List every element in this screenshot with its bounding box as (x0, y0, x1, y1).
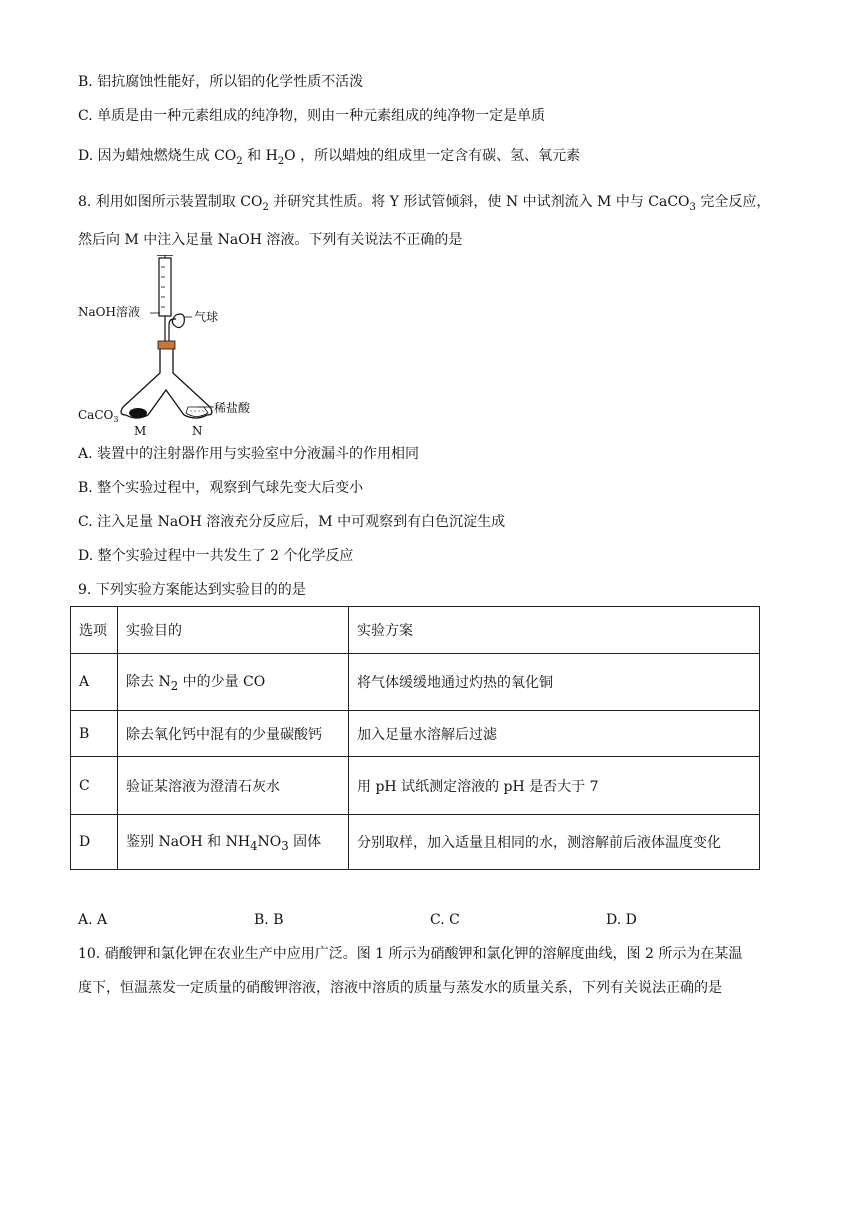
answer-option-b: B. B (254, 912, 284, 928)
row-option: B (71, 711, 118, 757)
table-row (71, 815, 760, 870)
caco3-solid (129, 408, 147, 418)
row-plan: 分别取样，加入适量且相同的水，测溶解前后液体温度变化 (349, 815, 760, 870)
row-plan: 用 pH 试纸测定溶液的 pH 是否大于 7 (349, 757, 760, 815)
row-option: A (71, 654, 118, 711)
caco3-label: CaCO$_3$ (78, 408, 119, 424)
row-plan: 将气体缓缓地通过灼热的氧化铜 (349, 654, 760, 711)
q7-option-c: C. 单质是由一种元素组成的纯净物，则由一种元素组成的纯净物一定是单质 (78, 108, 546, 124)
header-goal: 实验目的 (118, 607, 349, 654)
q10-stem-line-1: 10. 硝酸钾和氯化钾在农业生产中应用广泛。图 1 所示为硝酸钾和氯化钾的溶解度曲线，图 2 所示为在某温 (78, 946, 743, 962)
q8-option-d: D. 整个实验过程中一共发生了 2 个化学反应 (78, 548, 354, 564)
row-option: C (71, 757, 118, 815)
q8-option-b: B. 整个实验过程中，观察到气球先变大后变小 (78, 480, 364, 496)
answer-option-c: C. C (430, 912, 460, 928)
table-row (71, 654, 760, 711)
table-row (71, 711, 760, 757)
row-goal: 验证某溶液为澄清石灰水 (118, 757, 349, 815)
m-label: M (134, 424, 147, 438)
q7-option-b: B. 铝抗腐蚀性能好，所以铝的化学性质不活泼 (78, 74, 364, 90)
row-goal: 除去 $N_2$ 中的少量 CO (118, 654, 349, 711)
q7-option-d: D. 因为蜡烛燃烧生成 $CO_2$ 和 $H_2O$ ，所以蜡烛的组成里一定含有碳、氢、氧元素 (78, 148, 581, 167)
header-option: 选项 (71, 607, 118, 654)
rubber-stopper (158, 341, 175, 349)
q8-stem-line-1: 8. 利用如图所示装置制取 $CO_2$ 并研究其性质。将 Y 形试管倾斜，使 N 中试剂流入 M 中与 CaCO$_3$ 完全反应， (78, 194, 771, 213)
row-plan: 加入足量水溶解后过滤 (349, 711, 760, 757)
q8-option-a: A. 装置中的注射器作用与实验室中分液漏斗的作用相同 (78, 446, 420, 462)
naoh-label: NaOH溶液 (78, 305, 140, 319)
row-goal: 除去氧化钙中混有的少量碳酸钙 (118, 711, 349, 757)
row-option: D (71, 815, 118, 870)
q9-stem: 9. 下列实验方案能达到实验目的的是 (78, 582, 306, 598)
y-tube-apparatus-figure (78, 255, 278, 440)
balloon-label: 气球 (194, 310, 219, 324)
row-goal: 鉴别 NaOH 和 $NH_4NO_3$ 固体 (118, 815, 349, 870)
q8-stem-line-2: 然后向 M 中注入足量 NaOH 溶液。下列有关说法不正确的是 (78, 232, 463, 248)
q8-option-c: C. 注入足量 NaOH 溶液充分反应后，M 中可观察到有白色沉淀生成 (78, 514, 506, 530)
header-plan: 实验方案 (349, 607, 760, 654)
balloon (172, 314, 184, 328)
q10-stem-line-2: 度下，恒温蒸发一定质量的硝酸钾溶液，溶液中溶质的质量与蒸发水的质量关系，下列有关说法正确的是 (78, 980, 722, 996)
q9-table (70, 606, 760, 870)
table-header-row (71, 607, 760, 654)
table-row (71, 757, 760, 815)
answer-option-d: D. D (606, 912, 637, 928)
answer-option-a: A. A (78, 912, 108, 928)
acid-label: 稀盐酸 (214, 401, 251, 415)
n-label: N (192, 424, 203, 438)
